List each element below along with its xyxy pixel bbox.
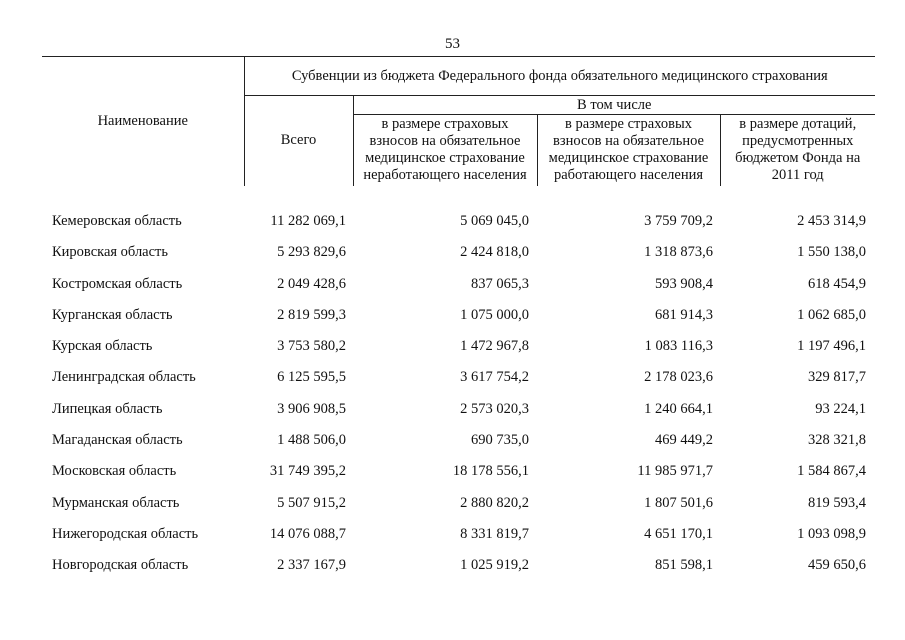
subsidy-value: 1 197 496,1 — [797, 338, 866, 355]
total-value: 5 507 915,2 — [277, 494, 346, 511]
total-value: 2 819 599,3 — [277, 306, 346, 323]
working-value: 469 449,2 — [655, 432, 713, 449]
table-row — [0, 369, 905, 400]
total-value: 5 293 829,6 — [277, 244, 346, 261]
subsidy-value: 328 321,8 — [808, 432, 866, 449]
region-name: Кемеровская область — [52, 213, 182, 229]
subsidy-value: 819 593,4 — [808, 494, 866, 511]
subsidy-value: 459 650,6 — [808, 557, 866, 574]
working-value: 4 651 170,1 — [644, 525, 713, 542]
subsidy-value: 1 062 685,0 — [797, 306, 866, 323]
subsidy-value: 1 584 867,4 — [797, 463, 866, 480]
subsidy-value: 329 817,7 — [808, 369, 866, 386]
working-value: 1 318 873,6 — [644, 244, 713, 261]
table-body — [0, 213, 905, 589]
region-name: Кировская область — [52, 244, 169, 261]
header-including: В том числе — [353, 96, 875, 115]
working-value: 1 807 501,6 — [644, 494, 713, 511]
table-row — [0, 463, 905, 494]
working-value: 593 908,4 — [655, 275, 713, 292]
nonworking-value: 3 617 754,2 — [460, 369, 529, 386]
header-working: в размере страховых взносов на обязательное медицинское страхование работающего населения — [537, 115, 720, 186]
nonworking-value: 18 178 556,1 — [452, 463, 529, 480]
header-subsidy: в размере дотаций, предусмотренных бюджетом Фонда на 2011 год — [720, 115, 875, 186]
region-name: Московская область — [52, 463, 177, 480]
total-value: 2 049 428,6 — [277, 275, 346, 292]
table-row — [0, 495, 905, 526]
working-value: 1 083 116,3 — [644, 338, 713, 355]
table-header — [42, 56, 875, 186]
total-value: 31 749 395,2 — [269, 463, 346, 480]
working-value: 851 598,1 — [655, 557, 713, 574]
table-row — [0, 401, 905, 432]
total-value: 14 076 088,7 — [269, 525, 346, 542]
table-row — [0, 557, 905, 588]
nonworking-value: 1 472 967,8 — [460, 338, 529, 355]
table-row — [0, 338, 905, 369]
nonworking-value: 2 424 818,0 — [460, 244, 529, 261]
working-value: 3 759 709,2 — [644, 213, 713, 229]
subsidy-value: 93 224,1 — [815, 400, 866, 417]
page-number: 53 — [445, 36, 460, 52]
nonworking-value: 8 331 819,7 — [460, 525, 529, 542]
working-value: 1 240 664,1 — [644, 400, 713, 417]
region-name: Липецкая область — [52, 400, 163, 417]
region-name: Курская область — [52, 338, 153, 355]
table-row — [0, 276, 905, 307]
region-name: Мурманская область — [52, 494, 180, 511]
nonworking-value: 837 065,3 — [471, 275, 529, 292]
region-name: Нижегородская область — [52, 525, 199, 542]
nonworking-value: 2 573 020,3 — [460, 400, 529, 417]
region-name: Магаданская область — [52, 432, 183, 449]
table-row — [0, 526, 905, 557]
working-value: 11 985 971,7 — [637, 463, 713, 480]
total-value: 6 125 595,5 — [277, 369, 346, 386]
subsidy-value: 1 550 138,0 — [797, 244, 866, 261]
header-total: Всего — [244, 96, 353, 186]
region-name: Костромская область — [52, 275, 183, 292]
total-value: 3 906 908,5 — [277, 400, 346, 417]
header-nonworking: в размере страховых взносов на обязательное медицинское страхование неработающего населения — [353, 115, 537, 186]
header-name: Наименование — [42, 57, 244, 186]
table-row — [0, 244, 905, 275]
header-group: Субвенции из бюджета Федерального фонда обязательного медицинского страхования — [244, 57, 875, 96]
total-value: 11 282 069,1 — [270, 213, 346, 229]
table-row — [0, 307, 905, 338]
subsidy-value: 1 093 098,9 — [797, 525, 866, 542]
total-value: 2 337 167,9 — [277, 557, 346, 574]
nonworking-value: 1 075 000,0 — [460, 306, 529, 323]
total-value: 3 753 580,2 — [277, 338, 346, 355]
region-name: Новгородская область — [52, 557, 189, 574]
nonworking-value: 1 025 919,2 — [460, 557, 529, 574]
table-row — [0, 432, 905, 463]
region-name: Ленинградская область — [52, 369, 196, 386]
subsidy-value: 2 453 314,9 — [797, 213, 866, 229]
working-value: 681 914,3 — [655, 306, 713, 323]
working-value: 2 178 023,6 — [644, 369, 713, 386]
table-row — [0, 213, 905, 244]
nonworking-value: 690 735,0 — [471, 432, 529, 449]
nonworking-value: 5 069 045,0 — [460, 213, 529, 229]
nonworking-value: 2 880 820,2 — [460, 494, 529, 511]
subsidy-value: 618 454,9 — [808, 275, 866, 292]
total-value: 1 488 506,0 — [277, 432, 346, 449]
region-name: Курганская область — [52, 306, 173, 323]
